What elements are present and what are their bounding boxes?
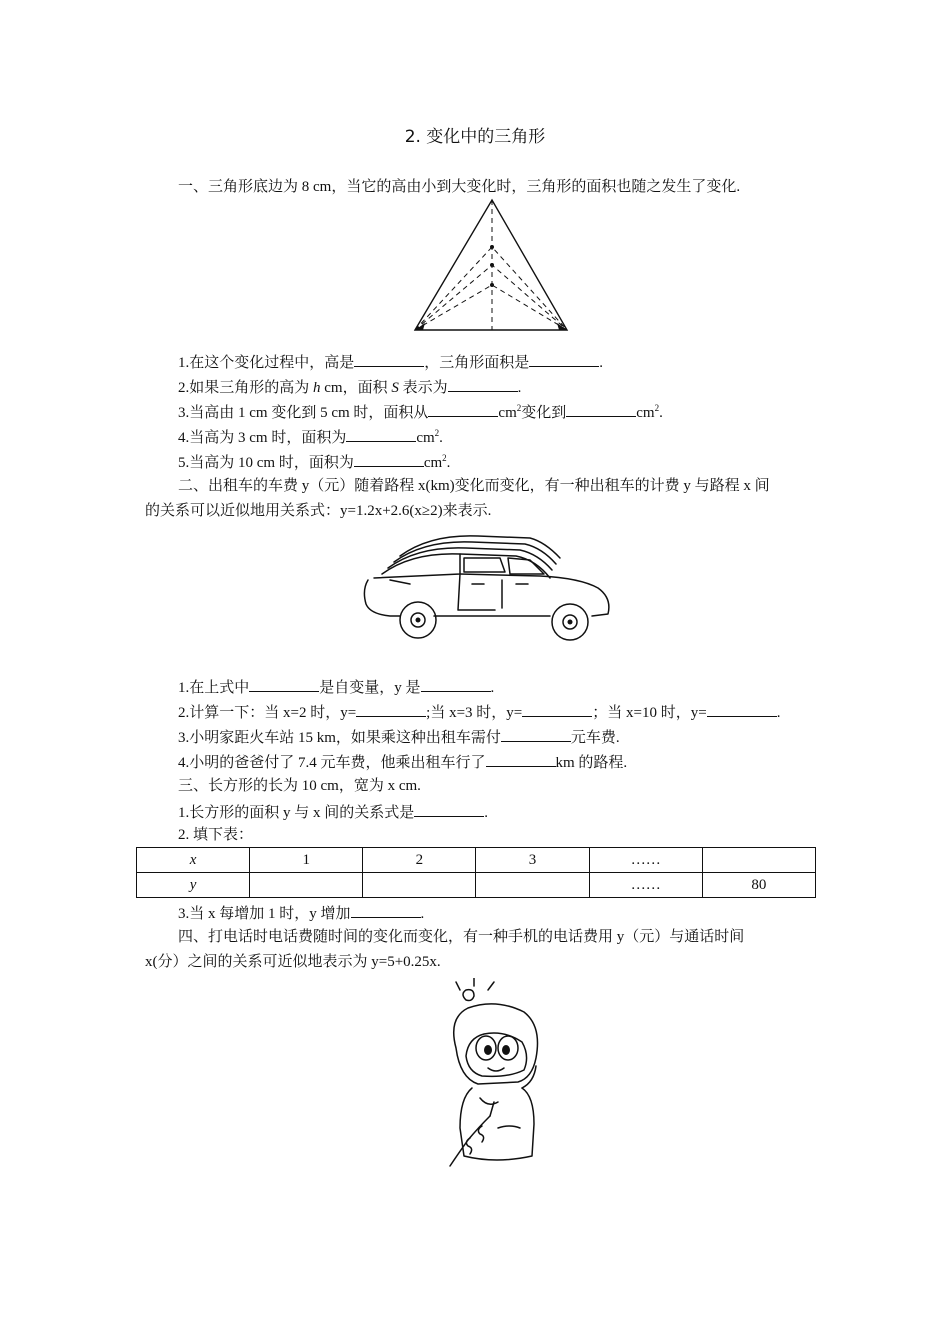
table-cell: 80 — [702, 873, 815, 898]
table-cell: …… — [589, 873, 702, 898]
answer-blank[interactable] — [501, 726, 571, 742]
table-row — [137, 848, 816, 873]
answer-blank[interactable] — [351, 902, 421, 918]
part2-q2: 2.计算一下：当 x=2 时，y= ;当 x=3 时，y= ；当 x=10 时，y= . — [178, 701, 780, 723]
answer-blank[interactable] — [707, 701, 777, 717]
answer-blank[interactable] — [448, 376, 518, 392]
part1-q4: 4.当高为 3 cm 时，面积为 $cm^2$. — [178, 428, 443, 446]
table-cell: 1 — [250, 848, 363, 873]
answer-blank[interactable] — [428, 401, 498, 417]
part2-intro-line2: 的关系可以近似地用关系式：y=1.2x+2.6(x≥2)来表示. — [145, 503, 492, 519]
table-cell-input[interactable] — [702, 848, 815, 873]
part4-intro-line1: 四、打电话时电话费随时间的变化而变化，有一种手机的电话费用 y（元）与通话时间 — [178, 929, 745, 945]
triangle-figure — [405, 195, 575, 337]
taxi-car-illustration — [360, 528, 620, 648]
answer-blank[interactable] — [354, 451, 424, 467]
table-row — [137, 873, 816, 898]
part2-q1: 1.在上式中 是自变量，y 是 . — [178, 676, 494, 698]
part1-q1: 1.在这个变化过程中，高是 ，三角形面积是 . — [178, 351, 603, 373]
part3-q3: 3.当 x 每增加 1 时，y 增加 . — [178, 902, 424, 924]
part4-intro-line2: x(分）之间的关系可近似地表示为 y=5+0.25x. — [145, 954, 441, 970]
table-cell: …… — [589, 848, 702, 873]
part2-q3: 3.小明家距火车站 15 km，如果乘这种出租车需付 元车费. — [178, 726, 620, 748]
table-cell: x — [137, 848, 250, 873]
table-cell: 2 — [363, 848, 476, 873]
part3-intro: 三、长方形的长为 10 cm，宽为 x cm. — [178, 778, 421, 794]
part2-q4: 4.小明的爸爸付了 7.4 元车费，他乘出租车行了 km 的路程. — [178, 751, 627, 773]
answer-blank[interactable] — [486, 751, 556, 767]
table-cell: 3 — [476, 848, 589, 873]
part1-q2: 2.如果三角形的高为 h cm，面积 S 表示为 . — [178, 376, 521, 398]
page-title: 2. 变化中的三角形 — [404, 127, 546, 147]
table-cell-input[interactable] — [476, 873, 589, 898]
answer-blank[interactable] — [346, 426, 416, 442]
part1-q3: 3.当高由 1 cm 变化到 5 cm 时，面积从 $cm^2$变化到 $cm^2$. — [178, 403, 663, 421]
answer-blank[interactable] — [414, 801, 484, 817]
answer-blank[interactable] — [249, 676, 319, 692]
part1-q5: 5.当高为 10 cm 时，面积为 $cm^2$. — [178, 453, 451, 471]
answer-blank[interactable] — [529, 351, 599, 367]
answer-blank[interactable] — [354, 351, 424, 367]
table-cell-input[interactable] — [363, 873, 476, 898]
part3-q2: 2. 填下表： — [178, 827, 254, 843]
part2-intro-line1: 二、出租车的车费 y（元）随着路程 x(km)变化而变化，有一种出租车的计费 y 与路程 x 间 — [178, 478, 770, 494]
answer-blank[interactable] — [356, 701, 426, 717]
fill-table — [136, 847, 816, 898]
answer-blank[interactable] — [421, 676, 491, 692]
part3-q1: 1.长方形的面积 y 与 x 间的关系式是 . — [178, 801, 488, 823]
answer-blank[interactable] — [522, 701, 592, 717]
part1-intro: 一、三角形底边为 8 cm，当它的高由小到大变化时，三角形的面积也随之发生了变化. — [178, 179, 741, 195]
table-cell: y — [137, 873, 250, 898]
answer-blank[interactable] — [566, 401, 636, 417]
table-cell-input[interactable] — [250, 873, 363, 898]
child-on-phone-illustration — [438, 978, 553, 1178]
